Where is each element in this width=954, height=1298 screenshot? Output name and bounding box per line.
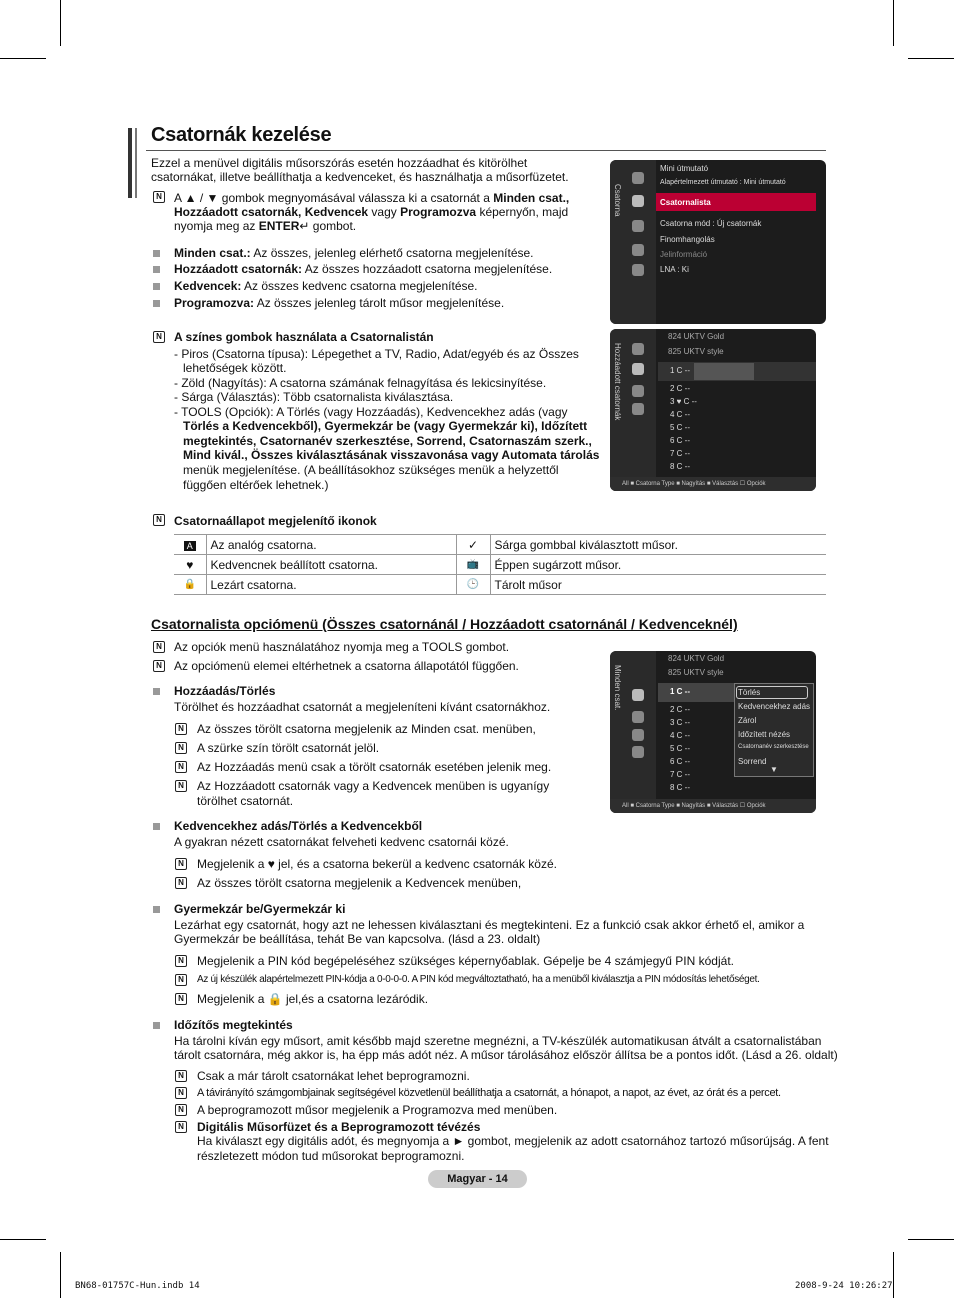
bullet-icon — [153, 906, 160, 913]
channel-row[interactable]: 5 C -- — [670, 744, 690, 753]
color-buttons-heading: A színes gombok használata a Csatornalistán — [174, 330, 434, 344]
note-text: A szürke szín törölt csatornát jelöl. — [197, 741, 380, 755]
note-icon: N — [175, 877, 187, 889]
channel-row[interactable]: 2 C -- — [670, 384, 690, 393]
note-1: A ▲ / ▼ gombok megnyomásával válassza ki a csatornát a Minden csat., Hozzáadott csatornák, Kedvencek vagy Programozva képernyőn, majd nyomja meg az ENTER↵ gombot. — [174, 191, 570, 233]
intro-text: Ezzel a menüvel digitális műsorszórás esetén hozzáadhat és kitörölhet csatornákat, illetve beállíthatja a kedvenceket, és használhatja a műsorfüzetet. — [151, 156, 569, 184]
scroll-down-icon[interactable]: ▼ — [770, 765, 778, 774]
selected-cell — [694, 363, 754, 380]
title-bar — [128, 128, 132, 198]
note-icon: N — [175, 974, 187, 986]
menu-item[interactable]: LNA : Ki — [660, 265, 689, 274]
subsection-heading: Hozzáadás/Törlés — [174, 684, 276, 698]
picture-icon — [632, 172, 644, 184]
crop-mark — [893, 0, 894, 46]
favorite-icon — [632, 385, 644, 397]
note-text: Az Hozzáadás menü csak a törölt csatornák esetében jelenik meg. — [197, 760, 552, 774]
channel-row[interactable]: 6 C -- — [670, 436, 690, 445]
menu-item[interactable]: Alapértelmezett útmutató : Mini útmutató — [660, 179, 786, 186]
note-icon: N — [175, 955, 187, 967]
title-rule — [146, 150, 826, 151]
channel-row[interactable]: 3 C -- — [670, 718, 690, 727]
menu-item-selected[interactable]: Csatornalista — [660, 198, 711, 207]
body-text: A gyakran nézett csatornákat felveheti kedvenc csatornái közé. — [174, 835, 509, 849]
page-title: Csatornák kezelése — [151, 124, 332, 146]
note-text: Az összes törölt csatorna megjelenik az Minden csat. menüben, — [197, 722, 536, 736]
favorite-icon — [632, 729, 644, 741]
channel-row[interactable]: 3 ♥ C -- — [670, 397, 697, 406]
option-item[interactable]: Időzített nézés — [738, 730, 791, 739]
note-text: Csak a már tárolt csatornákat lehet beprogramozni. — [197, 1069, 470, 1083]
note-text: Megjelenik a PIN kód begépeléséhez szükséges képernyőablak. Gépelje be 4 számjegyű PIN kódját. — [197, 954, 734, 968]
crop-mark — [0, 58, 46, 59]
color-button-bar: All ■ Csatorna Type ■ Nagyítás ■ Választás ☐ Opciók — [610, 799, 816, 813]
option-item[interactable]: Kedvencekhez adás — [738, 702, 811, 711]
clock-icon: 🕒 — [456, 575, 490, 595]
body-text: Gyermekzár be beállítása, tehát Be van kapcsolva. (lásd a 23. oldalt) — [174, 932, 541, 946]
note-text: A beprogramozott műsor megjelenik a Programozva med menüben. — [197, 1103, 558, 1117]
list-item: Kedvencek: Az összes kedvenc csatorna megjelenítése. — [174, 279, 478, 293]
color-line: lehetőségek között. — [183, 361, 287, 375]
tv-screen-options-menu — [610, 651, 816, 813]
channel-icon — [632, 195, 644, 207]
crop-mark — [60, 0, 61, 46]
body-text: Lezárhat egy csatornát, hogy azt ne lehessen kiválasztani és megtekinteni. Ez a funkció csak akkor érhető el, amikor a — [174, 918, 805, 932]
bullet-icon — [153, 250, 160, 257]
crop-mark — [0, 1239, 46, 1240]
note-text: Az opciómenü elemei eltérhetnek a csatorna állapotától függően. — [174, 659, 519, 673]
body-text: Ha tárolni kíván egy műsort, amit később majd szeretne megnézni, a TV-készülék automatikusan átvált a csatornalistában — [174, 1034, 822, 1048]
title-bar — [135, 128, 137, 198]
channel-row[interactable]: 8 C -- — [670, 783, 690, 792]
tv-screen-channel-menu — [610, 160, 826, 324]
option-item[interactable]: Sorrend — [738, 757, 767, 766]
channel-row[interactable]: 1 C -- — [670, 687, 690, 696]
note-text: Az Hozzáadott csatornák vagy a Kedvencek menüben is ugyanígy — [197, 779, 550, 793]
color-line: - Zöld (Nagyítás): A csatorna számának felnagyítása és lekicsinyítése. — [174, 376, 547, 390]
setup-icon — [632, 220, 644, 232]
bullet-icon — [153, 823, 160, 830]
channel-row[interactable]: 825 UKTV style — [668, 347, 724, 356]
note-text: A távirányító számgombjainak segítségével közvetlenül beállíthatja a csatornát, a hónapot, a napot, az évet, az órát és a percet. — [197, 1087, 781, 1099]
added-icon — [632, 363, 644, 375]
table-row: ♥ Kedvencnek beállított csatorna. 📺 Éppen sugárzott műsor. — [174, 555, 826, 575]
table-row: 🔒 Lezárt csatorna. 🕒 Tárolt műsor — [174, 575, 826, 595]
channel-row[interactable]: 5 C -- — [670, 423, 690, 432]
color-line: menük megjelenítése. (A beállításokhoz szükséges menük a helyzettől — [183, 463, 559, 477]
channel-row[interactable]: 6 C -- — [670, 757, 690, 766]
body-text: Ha kiválaszt egy digitális adót, és megnyomja a ► gombot, megjelenik az adott csatornához tartozó műsorújság. A fent — [197, 1134, 829, 1148]
bullet-icon — [153, 1022, 160, 1029]
menu-side-label: Hozzáadott csatornák — [613, 343, 622, 421]
note-text: Az új készülék alapértelmezett PIN-kódja a 0-0-0-0. A PIN kód megváltoztatható, ha a menüből kiválasztja a PIN módosítás lehetőséget. — [197, 974, 760, 985]
option-item[interactable]: Zárol — [738, 716, 757, 725]
channel-row[interactable]: 8 C -- — [670, 462, 690, 471]
note-text: Az opciók menü használatához nyomja meg a TOOLS gombot. — [174, 640, 510, 654]
footer-right: 2008-9-24 10:26:27 — [795, 1281, 893, 1291]
check-icon: ✓ — [456, 535, 490, 555]
menu-side-label: Minden csat. — [613, 665, 622, 711]
channel-row[interactable]: 4 C -- — [670, 410, 690, 419]
note-text: Megjelenik a ♥ jel, és a csatorna bekerül a kedvenc csatornák közé. — [197, 857, 557, 871]
color-line: megtekintés, Csatornanév szerkesztése, Sorrend, Csatornaszám szerk., — [183, 434, 592, 448]
menu-item[interactable]: Mini útmutató — [660, 164, 709, 173]
note-icon: N — [175, 780, 187, 792]
color-line: függően eltérőek lehetnek.) — [183, 478, 329, 492]
crop-mark — [908, 1239, 954, 1240]
heart-icon: ♥ — [174, 555, 206, 575]
all-icon — [632, 689, 644, 701]
analog-icon: A — [174, 535, 206, 555]
crop-mark — [908, 58, 954, 59]
channel-row[interactable]: 825 UKTV style — [668, 668, 724, 677]
table-row: A Az analóg csatorna. ✓ Sárga gombbal kiválasztott műsor. — [174, 535, 826, 555]
note-text: Digitális Műsorfüzet és a Beprogramozott tévézés — [197, 1120, 481, 1134]
color-button-bar: All ■ Csatorna Type ■ Nagyítás ■ Választás ☐ Opciók — [610, 477, 816, 491]
note-icon: N — [175, 1104, 187, 1116]
option-item[interactable]: Csatornanév szerkesztése — [738, 744, 809, 750]
list-item: Programozva: Az összes jelenleg tárolt műsor megjelenítése. — [174, 296, 505, 310]
body-text: részletezett módon tud műsorokat beprogramozni. — [197, 1149, 465, 1163]
menu-side-label: Csatorna — [613, 184, 622, 217]
menu-item[interactable]: Finomhangolás — [660, 235, 715, 244]
bullet-icon — [153, 283, 160, 290]
color-line: - Sárga (Választás): Több csatornalista kiválasztása. — [174, 390, 454, 404]
note-icon: N — [153, 641, 165, 653]
lock-icon: 🔒 — [174, 575, 206, 595]
channel-row[interactable]: 7 C -- — [670, 449, 690, 458]
channel-row[interactable]: 824 UKTV Gold — [668, 654, 725, 663]
note-text: Az összes törölt csatorna megjelenik a Kedvencek menüben, — [197, 876, 522, 890]
note-icon: N — [153, 660, 165, 672]
body-text: tárolt csatornára, még akkor is, ha épp más adót néz. A műsor tárolásához először állítsa be a pontos időt. (Lásd a 26. oldalt) — [174, 1048, 838, 1062]
input-icon — [632, 244, 644, 256]
list-item: Minden csat.: Az összes, jelenleg elérhető csatorna megjelenítése. — [174, 246, 534, 260]
channel-row[interactable]: 4 C -- — [670, 731, 690, 740]
subsection-heading: Időzítős megtekintés — [174, 1018, 293, 1032]
tv-screen-added-channels — [610, 329, 816, 491]
color-line: - TOOLS (Opciók): A Törlés (vagy Hozzáadás), Kedvencekhez adás (vagy — [174, 405, 568, 419]
note-icon: N — [153, 514, 165, 526]
channel-row[interactable]: 7 C -- — [670, 770, 690, 779]
section-title: Csatornalista opciómenü (Összes csatornánál / Hozzáadott csatornánál / Kedvenceknél) — [151, 616, 738, 632]
note-icon: N — [175, 1087, 187, 1099]
crop-mark — [893, 1252, 894, 1298]
note-icon: N — [175, 1070, 187, 1082]
menu-item[interactable]: Csatorna mód : Új csatornák — [660, 219, 762, 228]
bullet-icon — [153, 688, 160, 695]
note-icon: N — [153, 331, 165, 343]
note-icon: N — [175, 993, 187, 1005]
bullet-icon — [153, 300, 160, 307]
programmed-icon — [632, 746, 644, 758]
channel-row[interactable]: 2 C -- — [670, 705, 690, 714]
list-item: Hozzáadott csatornák: Az összes hozzáadott csatorna megjelenítése. — [174, 262, 553, 276]
added-icon — [632, 711, 644, 723]
application-icon — [632, 264, 644, 276]
icons-heading: Csatornaállapot megjelenítő ikonok — [174, 514, 377, 528]
color-line: Mind kivál., Összes kiválasztásának visszavonása vagy Automata tárolás — [183, 448, 600, 462]
channel-row[interactable]: 1 C -- — [670, 366, 690, 375]
all-icon — [632, 343, 644, 355]
page-number: Magyar - 14 — [428, 1170, 527, 1188]
note-icon: N — [175, 858, 187, 870]
channel-row[interactable]: 824 UKTV Gold — [668, 332, 725, 341]
note-text: törölhet csatornát. — [197, 794, 294, 808]
note-icon: N — [153, 191, 165, 203]
status-icons-table — [174, 534, 826, 595]
bullet-icon — [153, 266, 160, 273]
note-icon: N — [175, 761, 187, 773]
subsection-heading: Gyermekzár be/Gyermekzár ki — [174, 902, 346, 916]
footer-left: BN68-01757C-Hun.indb 14 — [75, 1281, 200, 1291]
body-text: Törölhet és hozzáadhat csatornát a megjeleníteni kívánt csatornákhoz. — [174, 700, 551, 714]
color-line: - Piros (Csatorna típusa): Lépegethet a TV, Radio, Adat/egyéb és az Összes — [174, 347, 579, 361]
menu-item[interactable]: Jelinformáció — [660, 250, 708, 259]
note-icon: N — [175, 742, 187, 754]
note-text: Megjelenik a 🔒 jel,és a csatorna lezáródik. — [197, 992, 429, 1006]
subsection-heading: Kedvencekhez adás/Törlés a Kedvencekből — [174, 819, 423, 833]
note-icon: N — [175, 723, 187, 735]
option-item[interactable]: Törlés — [738, 688, 761, 697]
note-icon: N — [175, 1121, 187, 1133]
color-line: Törlés a Kedvencekből), Gyermekzár be (vagy Gyermekzár ki), Időzített — [183, 419, 588, 433]
crop-mark — [60, 1252, 61, 1298]
programmed-icon — [632, 403, 644, 415]
enter-icon: ↵ — [299, 219, 310, 233]
tv-icon: 📺 — [456, 555, 490, 575]
